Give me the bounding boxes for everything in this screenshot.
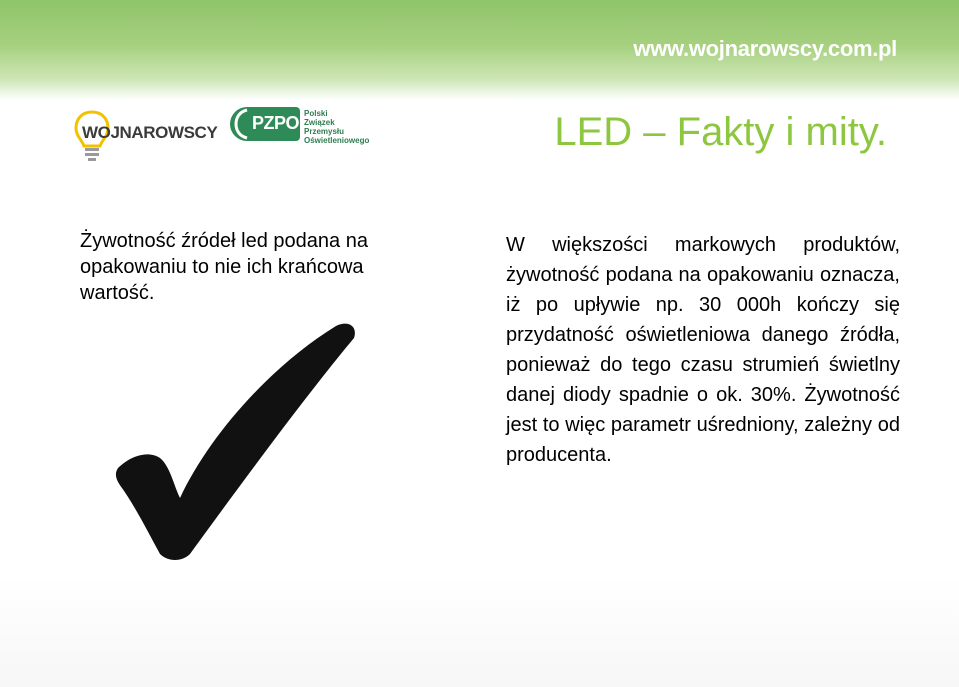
pzpo-line-3: Przemysłu bbox=[304, 127, 345, 136]
left-statement: Żywotność źródeł led podana na opakowaniu to nie ich krańcowa wartość. bbox=[80, 230, 368, 304]
wojnarowscy-logo bbox=[72, 108, 218, 164]
wojnarowscy-brand-text: WOJNAROWSCY bbox=[82, 123, 218, 142]
website-url: www.wojnarowscy.com.pl bbox=[633, 36, 897, 61]
pzpo-line-4: Oświetleniowego bbox=[304, 136, 370, 145]
pzpo-logo bbox=[230, 107, 380, 147]
pzpo-mark bbox=[230, 107, 300, 141]
pzpo-line-2: Związek bbox=[304, 118, 335, 127]
slide-title: LED – Fakty i mity. bbox=[554, 110, 887, 154]
pzpo-line-1: Polski bbox=[304, 109, 328, 118]
right-explanation: W większości markowych produktów, żywotność podana na opakowaniu oznacza, iż po upływie np. 30 000h kończy się przydatność oświetleniowa danego źródła, ponieważ do tego czasu strumień świetlny danej diody spadnie o ok. 30%. Żywotność jest to więc parametr uśredniony, zależny od producenta. bbox=[506, 234, 900, 466]
pzpo-mark-text: PZPO bbox=[252, 113, 300, 133]
header-band bbox=[0, 0, 959, 100]
pzpo-full-name bbox=[304, 109, 369, 145]
checkmark-icon bbox=[108, 318, 368, 563]
footer-area bbox=[0, 575, 959, 687]
